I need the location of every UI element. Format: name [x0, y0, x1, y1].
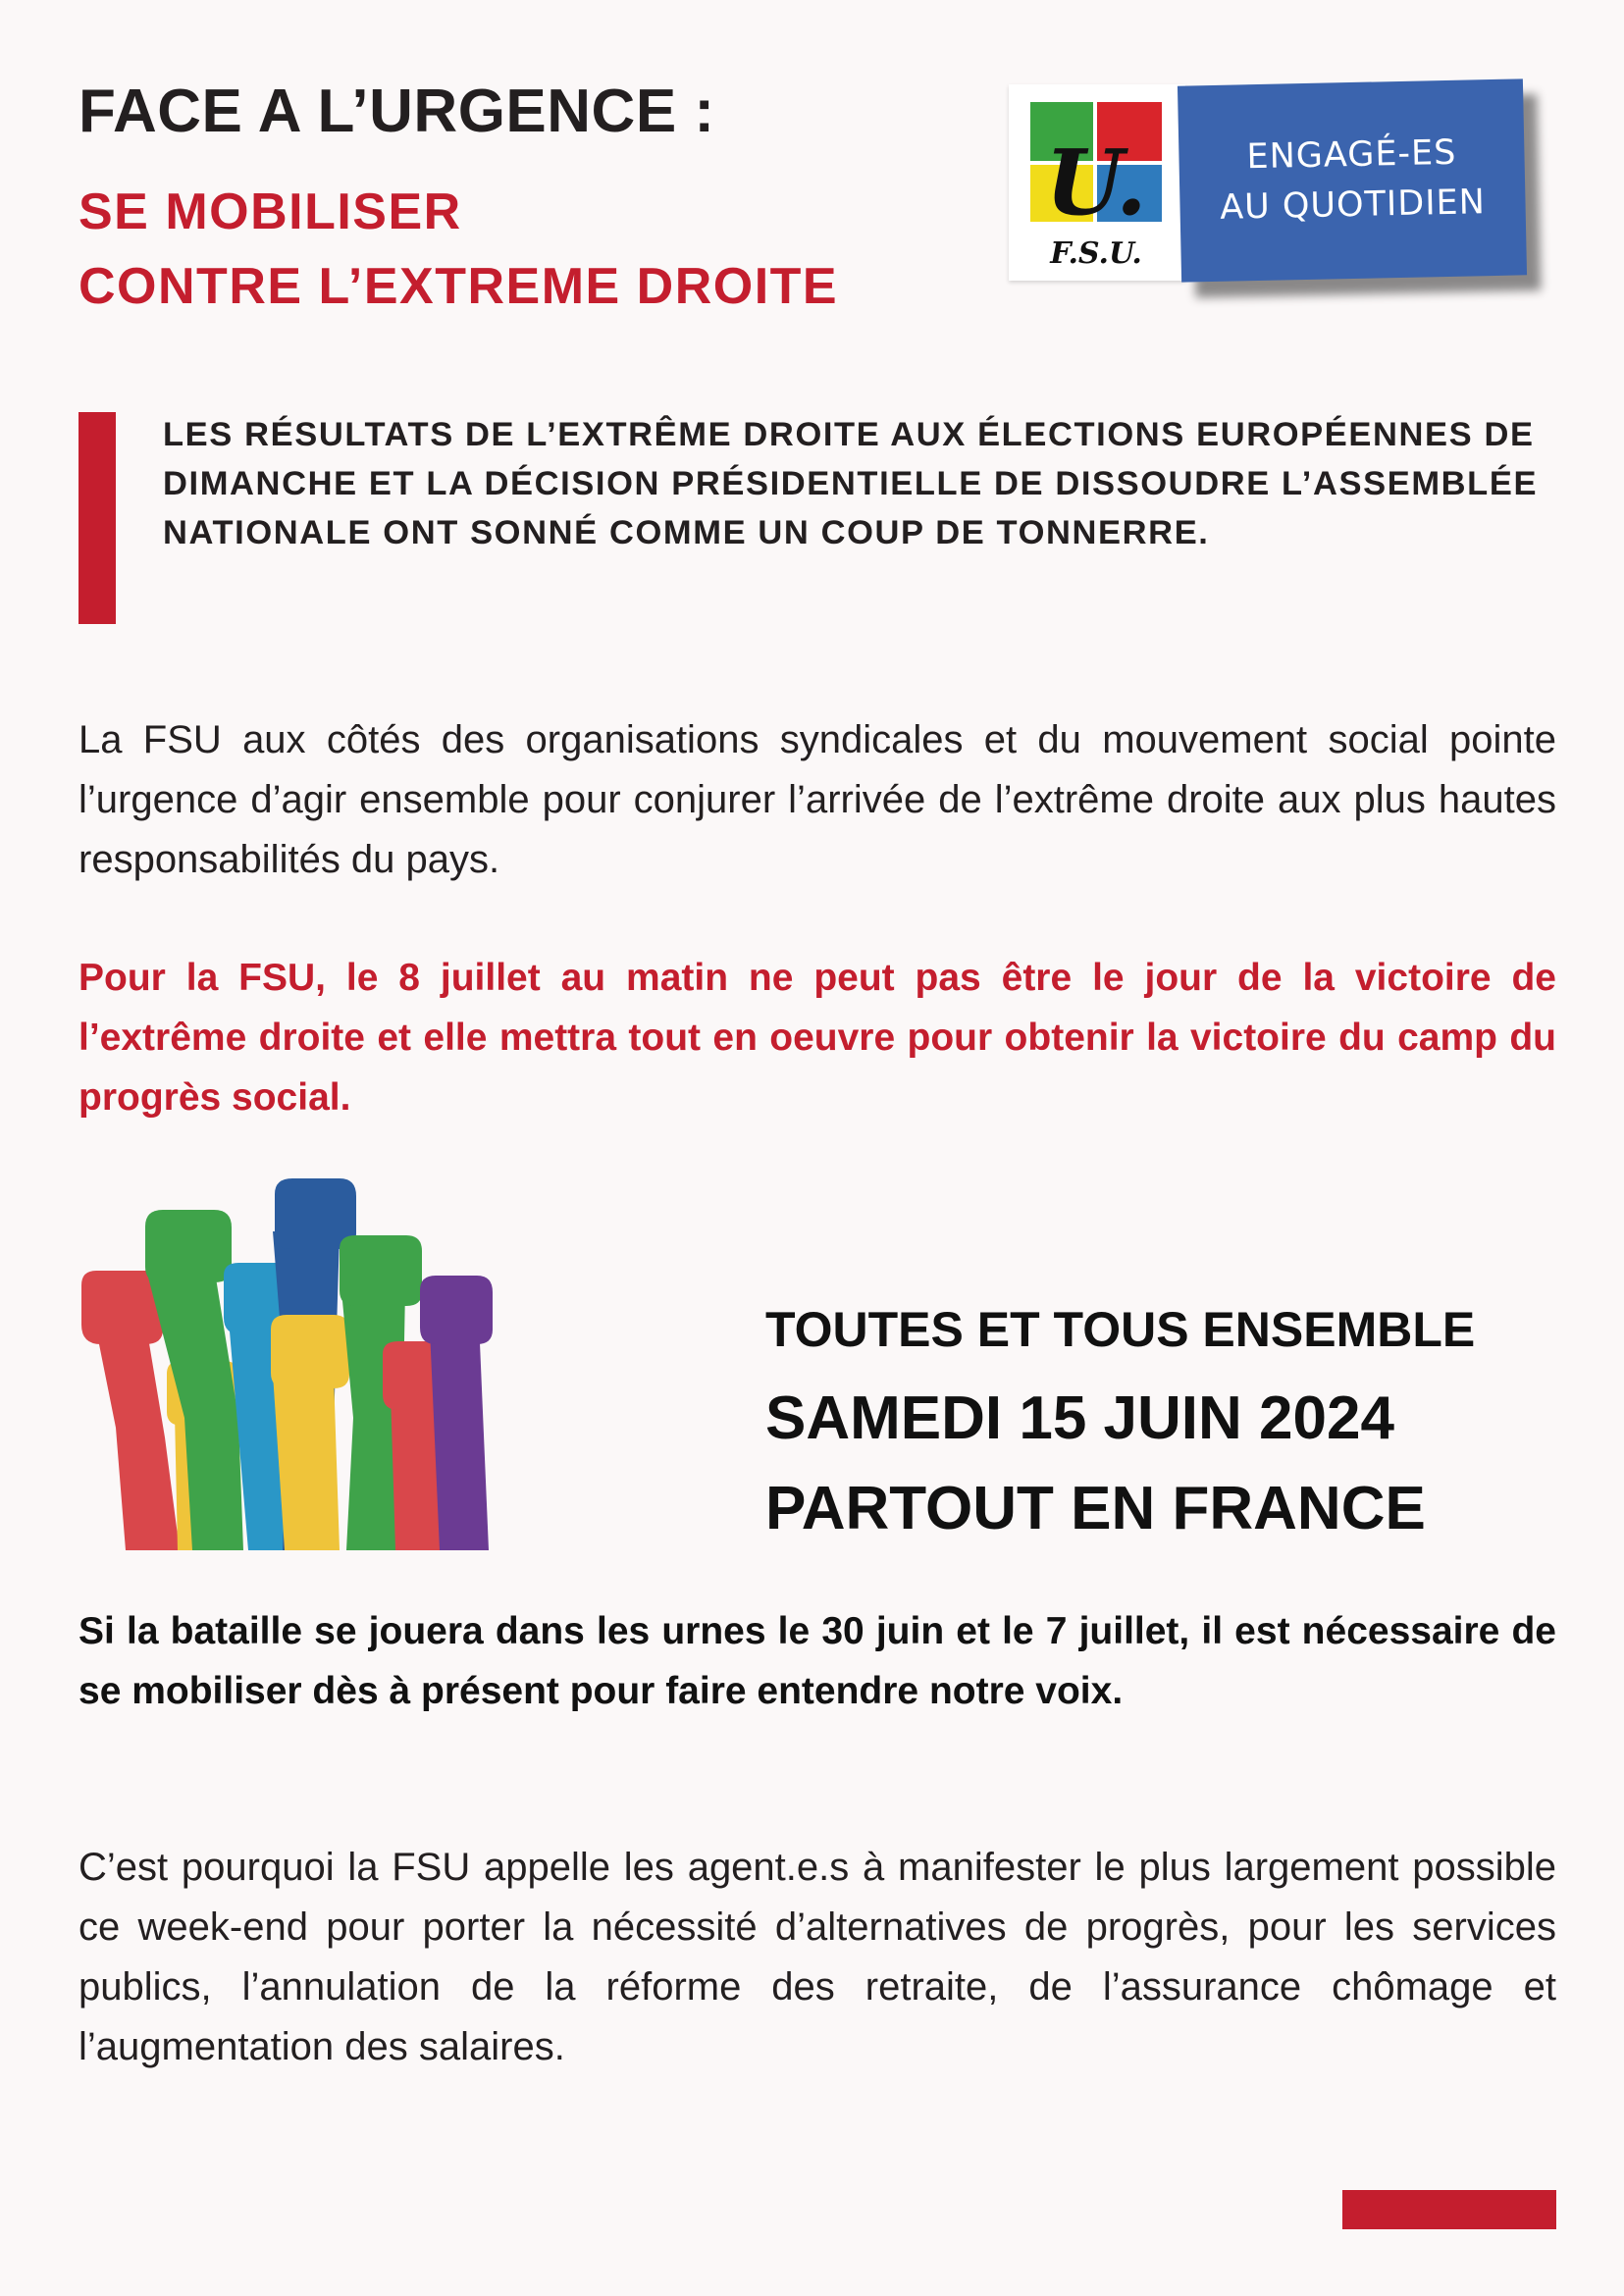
tagline-box: [1178, 78, 1527, 282]
intro-text: LES RÉSULTATS DE L’EXTRÊME DROITE AUX ÉLECTIONS EUROPÉENNES DE DIMANCHE ET LA DÉCISION PRÉSIDENTIELLE DE DISSOUDRE L’ASSEMBLÉE NATIONALE ONT SONNÉ COMME UN COUP DE TONNERRE.: [163, 416, 1539, 551]
paragraph-3: Si la bataille se jouera dans les urnes le 30 juin et le 7 juillet, il est nécessaire de se mobiliser dès à présent pour faire entendre notre voix.: [79, 1610, 1556, 1712]
subtitle-line-2: CONTRE L’EXTREME DROITE: [79, 258, 839, 315]
footer-accent-bar: [1342, 2190, 1556, 2229]
fsu-logo-icon: [1009, 84, 1185, 281]
tagline-line-2: AU QUOTIDIEN: [1219, 183, 1487, 228]
logo-acronym: F.S.U.: [1050, 236, 1142, 271]
page-title: FACE A L’URGENCE :: [79, 78, 715, 145]
paragraph-1: La FSU aux côtés des organisations syndicales et du mouvement social pointe l’urgence d’agir ensemble pour conjurer l’arrivée de l’extrême droite aux plus hautes responsabilités du pays.: [79, 718, 1556, 881]
rally-location: PARTOUT EN FRANCE: [765, 1475, 1426, 1542]
tagline-line-1: ENGAGÉ-ES: [1246, 133, 1457, 178]
logo-letter: U.: [1045, 130, 1147, 235]
fist-yellow-center-icon: [271, 1315, 349, 1550]
rally-line-1: TOUTES ET TOUS ENSEMBLE: [765, 1302, 1476, 1357]
paragraph-4: C’est pourquoi la FSU appelle les agent.e.s à manifester le plus largement possible ce week-end pour porter la nécessité d’alternatives de progrès, pour les services publics, l’annulation de la réforme des retraite, de l’assurance chômage et l’augmentation des salaires.: [79, 1846, 1556, 2068]
subtitle-line-1: SE MOBILISER: [79, 183, 462, 240]
raised-fists-illustration: [77, 1173, 665, 1550]
paragraph-2-highlight: Pour la FSU, le 8 juillet au matin ne peut pas être le jour de la victoire de l’extrême droite et elle mettra tout en oeuvre pour obtenir la victoire du camp du progrès social.: [79, 957, 1556, 1119]
intro-accent-bar: [79, 412, 116, 624]
rally-date: SAMEDI 15 JUIN 2024: [765, 1384, 1394, 1452]
fsu-logo: [1009, 84, 1185, 281]
